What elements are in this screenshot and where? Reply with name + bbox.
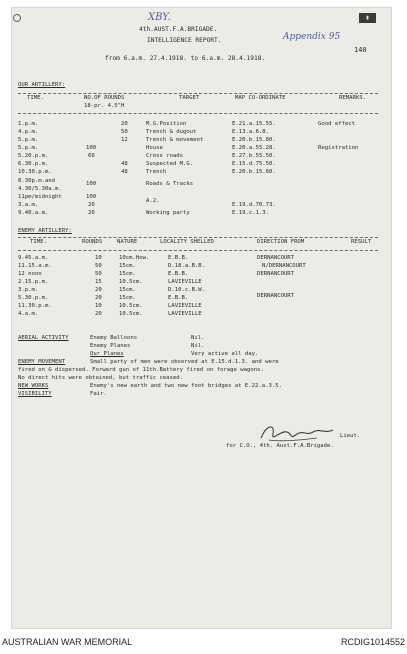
table-cell: E.20.b.15.60. [232,169,276,175]
table-cell: 11pm/midnight [18,194,62,200]
table-cell: 4.p.m. [18,129,39,135]
table-cell: 11.15.a.m. [18,263,52,269]
table-cell: 12 [121,137,128,143]
table-cell: E.B.B. [168,255,189,261]
col-time: TIME. [27,95,44,101]
col-locality: LOCALITY SHELLED [160,239,214,245]
col-target: TARGET [179,95,200,101]
table-cell: M.G.Position [146,121,187,127]
table-cell: 20 [95,295,102,301]
col-direction: DIRECTION FROM [257,239,305,245]
table-cell: Working party [146,210,190,216]
movement-text: No direct hits were obtained, but traffic ceased. [18,375,184,381]
aerial-item-value: Nil. [191,335,205,341]
visibility-value: Fair. [90,391,107,397]
aerial-activity-label: AERIAL ACTIVITY [18,335,69,341]
enemy-movement-label: ENEMY MOVEMENT [18,359,66,365]
table-cell: 11.30.p.m. [18,303,52,309]
table-cell: 48 [121,169,128,175]
table-cell: 9.45.a.m. [18,255,49,261]
divider [18,113,378,114]
table-cell: 4.30/5.30a.m. [18,186,62,192]
page-number: 140 [354,46,367,54]
appendix-label: Appendix 95 [283,32,341,42]
table-cell: D.10.c.B.W. [168,287,206,293]
col-nature: NATURE [117,239,138,245]
table-cell: 5.p.m. [18,145,39,151]
col-rounds: NO.OF ROUNDS [84,95,125,101]
table-cell: 15 [95,279,102,285]
col-map-coordinate: MAP CO-ORDINATE [235,95,286,101]
divider [18,93,378,94]
table-cell: E.19.c.1.3. [232,210,270,216]
table-cell: Cross roads [146,153,184,159]
table-cell: Trench [146,169,167,175]
table-cell: 15cm. [119,287,136,293]
aerial-item-label: Enemy Balloons [90,335,138,341]
punch-hole [13,14,21,22]
table-cell: DERNANCOURT [257,271,295,277]
table-cell: 60 [88,153,95,159]
table-cell: E.15.d.75.50. [232,161,276,167]
footer-record-id: RCDIG1014552 [340,637,405,647]
col-rounds-subheads: 18-pr. 4.5"H [84,103,125,109]
table-cell: 3.a.m. [18,202,39,208]
report-title: INTELLIGENCE REPORT. [147,37,222,44]
new-works-label: NEW WORKS [18,383,49,389]
table-cell: House [146,145,163,151]
table-cell: 5.20.p.m. [18,153,49,159]
document-sheet [11,7,392,629]
table-cell: 10.5cm. [119,279,143,285]
table-cell: 12 noon [18,271,42,277]
table-cell: LAVIEVILLE [168,311,202,317]
table-cell: 10 [95,303,102,309]
brigade-title: 4th.AUST.F.A.BRIGADE. [139,26,218,33]
table-cell: E.27.b.55.50. [232,153,276,159]
table-cell: 100 [86,194,97,200]
table-cell: Trench & dugout [146,129,197,135]
table-cell: LAVIEVILLE [168,303,202,309]
table-cell: 5.30.p.m. [18,295,49,301]
table-cell: 15cm. [119,295,136,301]
table-cell: Suspected M.G. [146,161,194,167]
table-cell: 48 [121,161,128,167]
table-cell: 10.5cm. [119,311,143,317]
aerial-item-label: Enemy Planes [90,343,131,349]
table-cell: 10.5cm. [119,303,143,309]
table-cell: 9.40.a.m. [18,210,49,216]
table-cell: 100 [86,181,97,187]
table-cell: 1.p.m. [18,121,39,127]
table-cell: E.20.b.15.80. [232,137,276,143]
table-cell: 20 [95,311,102,317]
table-cell: 100 [86,145,97,151]
table-cell: N/DERNANCOURT [262,263,306,269]
table-cell: 15cm. [119,263,136,269]
aerial-item-label: Our Planes [90,351,124,357]
table-cell: 50 [95,263,102,269]
signatory-rank: Lieut. [340,433,361,439]
table-cell: D.18.a.B.B. [168,263,206,269]
table-cell: 20 [88,202,95,208]
divider [18,237,378,238]
movement-text: fired on & dispersed. Forward gun of 11th.Battery fired on forage wagons. [18,367,264,373]
table-cell: E.20.a.55.28. [232,145,276,151]
table-cell: E.B.B. [168,295,189,301]
table-cell: 10.30.p.m. [18,169,52,175]
table-cell: 20 [95,287,102,293]
col-rounds: ROUNDS [82,239,103,245]
table-cell: Roads & Tracks [146,181,194,187]
table-cell: 2.15.p.m. [18,279,49,285]
table-cell: E.19.d.70.73. [232,202,276,208]
table-cell: A.2. [146,198,160,204]
new-works-text: Enemy's new earth and two new foot bridges at E.22.a.3.5. [90,383,282,389]
divider [18,250,378,251]
signatory-line: for C.O., 4th. Aust.F.A.Brigade. [226,443,334,449]
table-cell: 20 [88,210,95,216]
table-cell: 15cm. [119,271,136,277]
enemy-artillery-heading: ENEMY ARTILLERY: [18,228,72,234]
col-remarks: REMARKS. [339,95,366,101]
table-cell: Good effect [318,121,356,127]
our-artillery-heading: OUR ARTILLERY: [18,82,66,88]
table-cell: 50 [121,129,128,135]
table-cell: 6.30.p.m. [18,161,49,167]
table-cell: LAVIEVILLE [168,279,202,285]
table-cell: 50 [95,271,102,277]
table-cell: 10 [95,255,102,261]
table-cell: 4.a.m. [18,311,39,317]
table-cell: E.B.B. [168,271,189,277]
table-cell: Registration [318,145,359,151]
archive-stamp-icon: ▮ [359,13,376,23]
table-cell: Trench & movement [146,137,204,143]
table-cell: 5.p.m. [18,137,39,143]
table-cell: E.21.a.15.55. [232,121,276,127]
table-cell: 3.p.m. [18,287,39,293]
table-cell: 20 [121,121,128,127]
table-cell: DERNANCOURT [257,255,295,261]
col-time: TIME. [30,239,47,245]
table-cell: 8.30p.m.and [18,178,56,184]
table-cell: DERNANCOURT [257,293,295,299]
table-cell: E.13.a.6.8. [232,129,270,135]
visibility-label: VISIBILITY [18,391,52,397]
movement-text: Small party of men were observed at E.15.d.1.3. and were [90,359,279,365]
footer-institution: AUSTRALIAN WAR MEMORIAL [2,637,133,647]
table-cell: 10cm.How. [119,255,150,261]
aerial-item-value: Nil. [191,343,205,349]
handwritten-reference: XBY. [148,12,171,23]
report-period: from 6.a.m. 27.4.1918. to 6.a.m. 28.4.1918. [105,55,266,62]
col-result: RESULT [351,239,372,245]
aerial-item-value: Very active all day. [191,351,259,357]
